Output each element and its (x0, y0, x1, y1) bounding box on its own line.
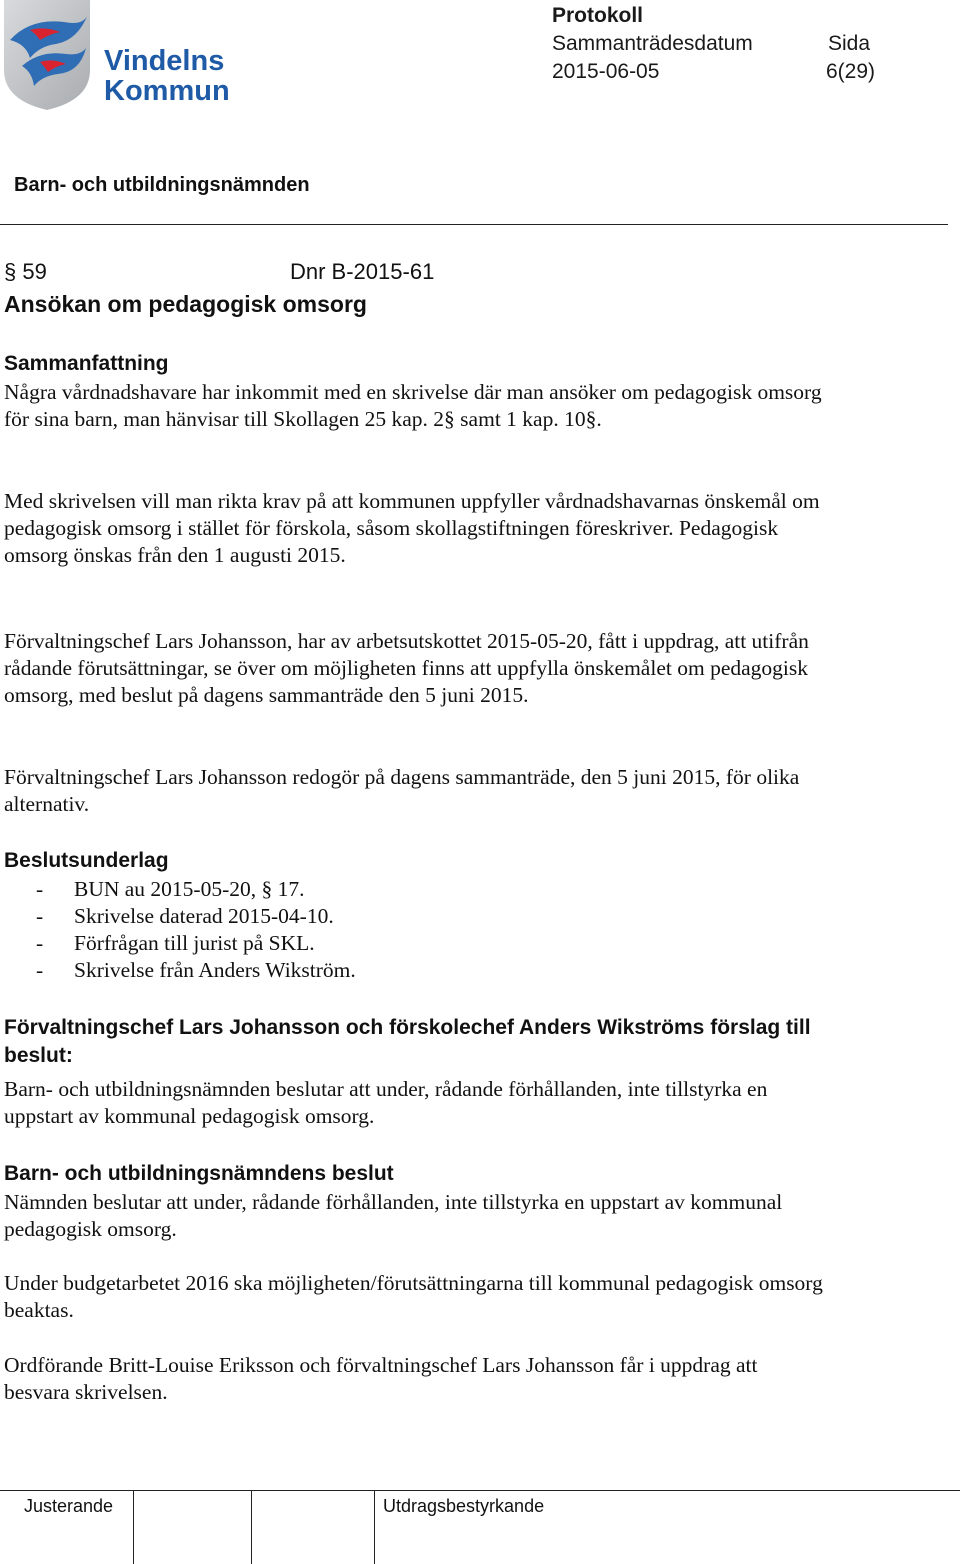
list-item: - Förfrågan till jurist på SKL. (36, 931, 315, 955)
summary-paragraph: Förvaltningschef Lars Johansson, har av arbetsutskottet 2015-05-20, fått i uppdrag, att utifrån rådande förutsättningar, se över om möjligheten finns att uppfylla önskemålet om pedagogisk omsorg, med beslut på dagens sammanträde den 5 juni 2015. (4, 629, 809, 707)
case-reference: Dnr B-2015-61 (290, 259, 435, 284)
proposal-text: Barn- och utbildningsnämnden beslutar att under, rådande förhållanden, inte tillstyrka en uppstart av kommunal pedagogisk omsorg. (4, 1077, 768, 1128)
summary-heading: Sammanfattning (4, 352, 169, 375)
decision-paragraph: Nämnden beslutar att under, rådande förhållanden, inte tillstyrka en uppstart av kommunal pedagogisk omsorg. (4, 1190, 783, 1241)
list-item-text: Skrivelse från Anders Wikström. (74, 958, 356, 982)
committee-name: Barn- och utbildningsnämnden (14, 174, 310, 196)
meeting-date-label: Sammanträdesdatum (552, 32, 753, 55)
list-item: - Skrivelse daterad 2015-04-10. (36, 904, 334, 928)
page-label: Sida (828, 32, 871, 55)
logo-text-line2: Kommun (104, 75, 230, 107)
case-title: Ansökan om pedagogisk omsorg (4, 291, 367, 317)
logo-wordmark (104, 46, 230, 106)
decision-paragraph: Ordförande Britt-Louise Eriksson och förvaltningschef Lars Johansson får i uppdrag att besvara skrivelsen. (4, 1353, 758, 1404)
extract-certification-label: Utdragsbestyrkande (383, 1496, 545, 1516)
list-item: - BUN au 2015-05-20, § 17. (36, 877, 305, 901)
list-item-text: Förfrågan till jurist på SKL. (74, 931, 315, 955)
list-item: - Skrivelse från Anders Wikström. (36, 958, 356, 982)
page-number: 6(29) (826, 60, 876, 83)
section-number: § 59 (4, 259, 47, 284)
signature-box-divider (374, 1490, 375, 1564)
decision-paragraph: Under budgetarbetet 2016 ska möjligheten/förutsättningarna till kommunal pedagogisk omsorg beaktas. (4, 1271, 823, 1322)
logo-text-line1: Vindelns (104, 45, 225, 77)
signature-box-divider (133, 1490, 134, 1564)
decision-basis-heading: Beslutsunderlag (4, 849, 169, 872)
summary-paragraph: Förvaltningschef Lars Johansson redogör på dagens sammanträde, den 5 juni 2015, för olika alternativ. (4, 765, 800, 816)
summary-paragraph: Några vårdnadshavare har inkommit med en skrivelse där man ansöker om pedagogisk omsorg för sina barn, man hänvisar till Skollagen 25 kap. 2§ samt 1 kap. 10§. (4, 380, 822, 431)
decision-heading: Barn- och utbildningsnämndens beslut (4, 1162, 394, 1185)
decision-basis-list (36, 876, 356, 984)
list-item-text: Skrivelse daterad 2015-04-10. (74, 904, 334, 928)
header-divider (0, 224, 948, 225)
proposal-heading: Förvaltningschef Lars Johansson och förskolechef Anders Wikströms förslag till beslut: (4, 1016, 811, 1067)
signature-box-divider (251, 1490, 252, 1564)
summary-paragraph: Med skrivelsen vill man rikta krav på att kommunen uppfyller vårdnadshavarnas önskemål om pedagogisk omsorg i stället för förskola, såsom skollagstiftningen föreskriver. Pedagogisk omsorg önskas från den 1 augusti 2015. (4, 489, 820, 567)
document-type: Protokoll (552, 4, 644, 27)
footer-divider (0, 1490, 960, 1491)
list-item-text: BUN au 2015-05-20, § 17. (74, 877, 305, 901)
meeting-date-value: 2015-06-05 (552, 60, 660, 83)
adjuster-signature-label: Justerande (24, 1496, 114, 1516)
